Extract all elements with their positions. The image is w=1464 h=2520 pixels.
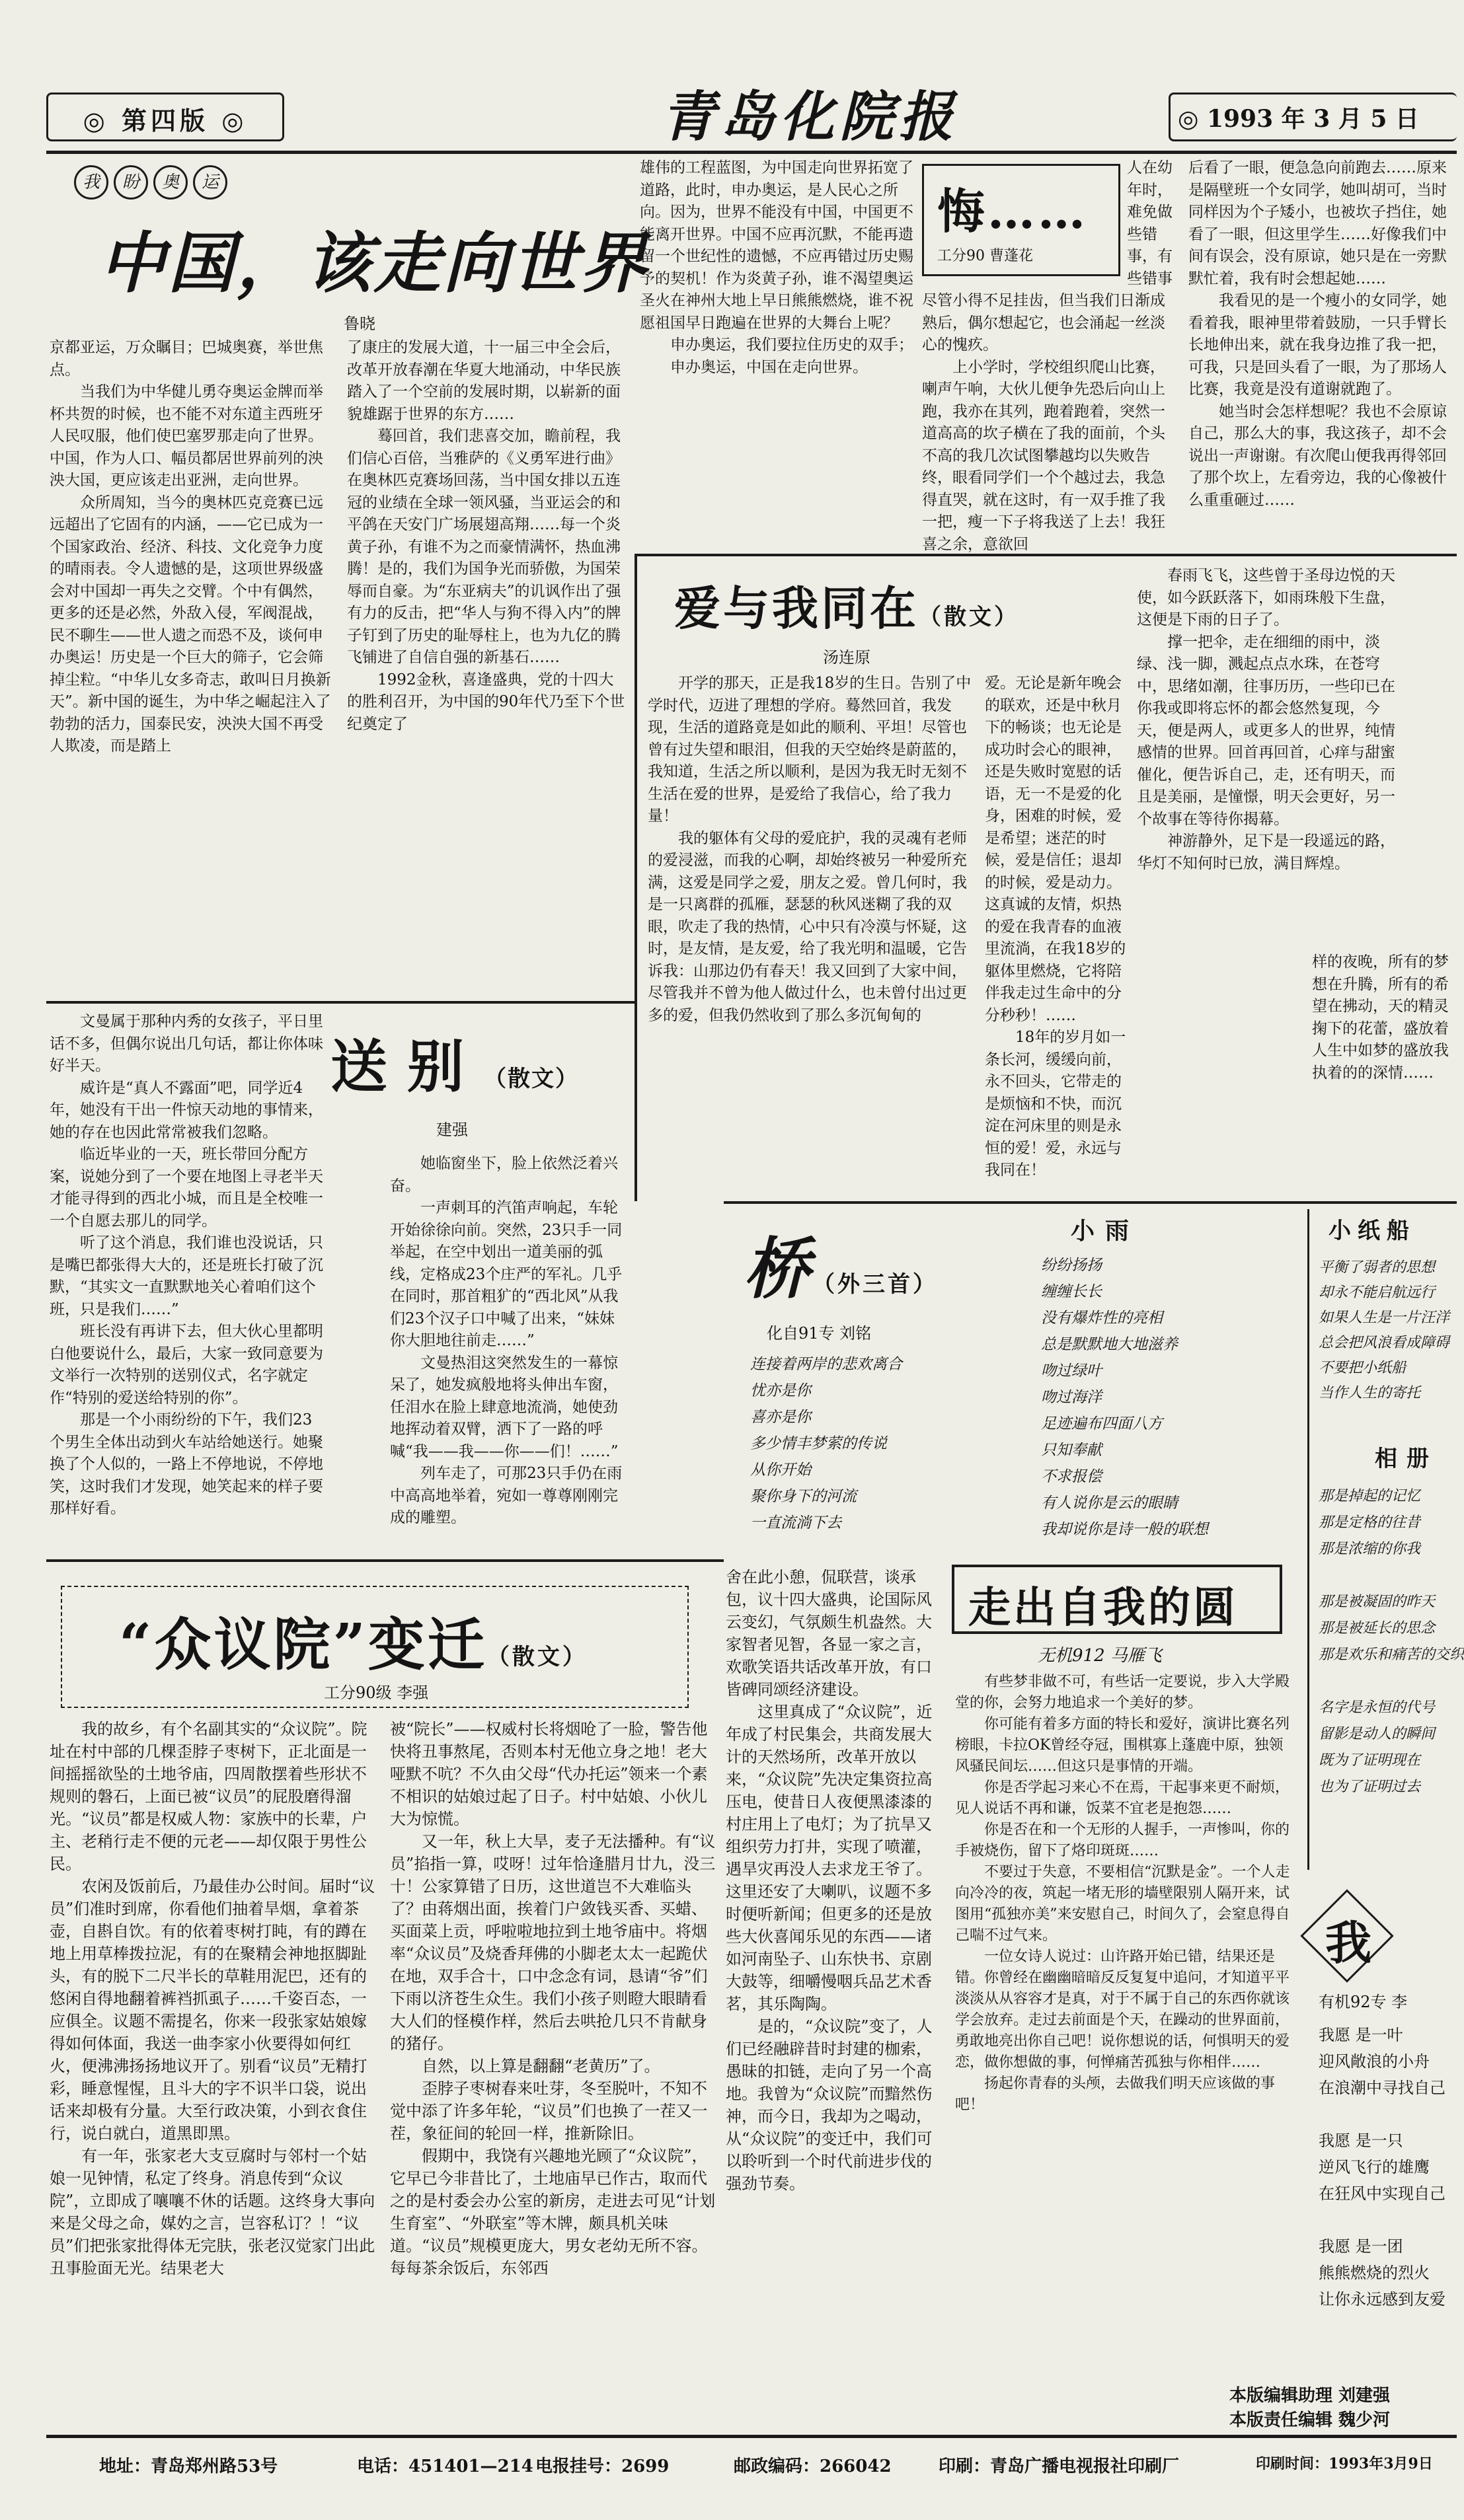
poem-rain <box>1041 1252 1305 1556</box>
kicker-char: 我 <box>74 165 108 200</box>
paragraph: 撑一把伞，走在细细的雨中，淡绿、浅一脚，溅起点点水珠，在苍穹中，思绪如潮，往事历历，一些印已在你我或即将忘怀的都会悠然复现，今天，便是两人，或更多人的世界，纯情感情的世界。回首再回首，心痒与甜蜜催化，便告诉自己，走，还有明天，而且是美丽，是憧憬，明天会更好，另一个故事在等待你揭幕。 <box>1137 633 1395 828</box>
article3-column-2 <box>985 673 1127 1201</box>
paragraph: 被“院长”——权威村长将烟呛了一脸，警告他快将丑事熬尾，否则本村无他立身之地！老大哑默不吭？不久由父母“代办托运”领来一个素不相识的姑娘过起了日子。村中姑娘、小伙儿大为惊慌。 <box>390 1720 708 1828</box>
paragraph: 申办奥运，中国在走向世界。 <box>670 358 868 376</box>
article7-author: 无机912 马雁飞 <box>1038 1646 1162 1666</box>
poem-line: 聚你身下的河流 <box>750 1488 857 1505</box>
poem-line: 总是默默地大地滋养 <box>1041 1336 1178 1353</box>
footer-phone: 电话：451401—214 <box>357 2457 533 2476</box>
footer-telegram: 电报挂号：2699 <box>535 2457 670 2476</box>
article2-column-2 <box>1188 157 1457 544</box>
poem-wish <box>1319 2022 1457 2379</box>
poem-line: 那是浓缩的你我 <box>1319 1541 1421 1557</box>
poem-line: 逆风飞行的雄鹰 <box>1319 2158 1430 2176</box>
paragraph: 18年的岁月如一条长河，缓缓向前，永不回头，它带走的是烦恼和不快，而沉淀在河床里的则是永恒的爱！爱，永远与我同在！ <box>985 1029 1126 1179</box>
article6-column-2 <box>390 1718 720 2428</box>
poem-line: 熊熊燃烧的烈火 <box>1319 2264 1430 2282</box>
poem-line: 不要把小纸船 <box>1319 1360 1406 1376</box>
article5-author: 化自91专 刘铭 <box>767 1324 872 1343</box>
page-label-text: 第四版 <box>121 106 209 135</box>
paragraph: 我的故乡，有个名副其实的“众议院”。院址在村中部的几棵歪脖子枣树下，正北面是一间摇摇欲坠的土地爷庙，四周散摆着些形状不规则的磐石，上面已被“议员”的屁股磨得溜光。“议员”都是权威人物：家族中的长辈，户主、老稍行走不便的元老——却仅限于男性公民。 <box>50 1720 367 1873</box>
footer-print-time: 印刷时间：1993年3月9日 <box>1256 2455 1433 2472</box>
paragraph: 开学的那天，正是我18岁的生日。告别了中学时代，迈进了理想的学府。蓦然回首，我发现，生活的道路竟是如此的顺利、平坦！尽管也曾有过失望和眼泪，但我的天空始终是蔚蓝的，我知道，生活之所以顺利，是因为我无时无刻不生活在爱的世界，是爱给了我信心，给了我力量！ <box>648 675 972 825</box>
poem-line: 连接着两岸的悲欢离合 <box>750 1356 902 1373</box>
poem-line: 喜亦是你 <box>750 1409 811 1426</box>
paragraph: 爱。无论是新年晚会的联欢，还是中秋月下的畅谈；也无论是成功时会心的眼神，还是失败时宽慰的话语，无一不是爱的化身，困难的时候，爱是希望；迷茫的时候，爱是信任；退却的时候，爱是动力。这真诚的友情，炽热的爱在我青春的血液里流淌，在我18岁的躯体里燃烧，它将陪伴我走过生命中的分分秒秒！…… <box>985 675 1126 1024</box>
paragraph: 班长没有再讲下去，但大伙心里都明白他要说什么，最后，大家一致同意要为文举行一次特别的送别仪式，名字就定作“特别的爱送给特别的你”。 <box>50 1323 323 1407</box>
article3-genre: （散文） <box>919 604 1019 630</box>
article3-column-3 <box>1137 565 1398 951</box>
poem-line: 纷纷扬扬 <box>1041 1257 1102 1274</box>
poem2-title: 小雨 <box>1071 1217 1140 1245</box>
article1-column-3 <box>640 157 914 544</box>
kicker-char: 奥 <box>153 165 188 200</box>
paragraph: 她临窗坐下，脸上依然泛着兴奋。 <box>390 1155 618 1195</box>
paragraph: 舍在此小憩，侃联营，谈承包，议十四大盛典，论国际风云变幻，气氛颇生机盎然。大家智者见智，各显一家之言，欢歌笑语共话改革开放，有口皆碑同颂经济建设。 <box>726 1568 932 1699</box>
poem-line: 如果人生是一片汪洋 <box>1319 1310 1450 1326</box>
article3-column-4 <box>1312 951 1457 1201</box>
article1-column-1 <box>50 337 334 998</box>
title-float-spacer <box>922 157 1127 279</box>
paragraph: 不要过于失意，不要相信“沉默是金”。一个人走向冷冷的夜，筑起一堵无形的墙壁限别人隔开来，试图用“孤独亦美”来安慰自己，时间久了，会窒息得自己喘不过气来。 <box>955 1864 1290 1944</box>
poem-line: 既为了证明现在 <box>1319 1752 1421 1769</box>
poem-line: 在狂风中实现自己 <box>1319 2184 1445 2203</box>
article7-title: 走出自我的圆 <box>968 1583 1238 1633</box>
poem-line: 从你开始 <box>750 1462 811 1479</box>
paragraph: 有些梦非做不可，有些话一定要说，步入大学殿堂的你，会努力地追求一个美好的梦。 <box>955 1674 1290 1711</box>
paragraph: 你是否在和一个无形的人握手，一声惨叫，你的手被烧伤，留下了烙印斑斑…… <box>955 1822 1290 1859</box>
article3-left-rule <box>635 554 637 1201</box>
paragraph: 假期中，我饶有兴趣地光顾了“众议院”，它早已今非昔比了，土地庙早已作古，取而代之的是村委会办公室的新房，走进去可见“计划生育室”、“外联室”等木牌，颇具机关味道。“议员”规模更庞大，男女老幼无所不容。每每茶余饭后，东邻西 <box>390 2147 716 2278</box>
poem-line: 让你永远感到友爱 <box>1319 2290 1445 2309</box>
article8-kicker-char: 我 <box>1325 1915 1374 1970</box>
poem-line: 吻过绿叶 <box>1041 1362 1102 1380</box>
paragraph: 农闲及饭前后，乃最佳办公时间。届时“议员”们准时到席，你看他们抽着旱烟，拿着茶壶，自斟自饮。有的依着枣树打盹，有的蹲在地上用草棒拨拉泥，有的在聚精会神地抠脚趾头，有的脱下二尺半长的草鞋用泥巴，还有的悠闲自得地翻着裤裆抓虱子……千姿百态，一应俱全。议题不需提名，你来一段张家姑娘嫁得如何体面，我送一曲李家小伙要得如何红火，便沸沸扬扬地议开了。别看“议员”无精打彩，睡意惺惺，且斗大的字不识半口袋，说出话来却极有分量。大至行政决策，小到衣食住行，说白就白，道黑即黑。 <box>50 1877 375 2143</box>
paragraph: 蓦回首，我们悲喜交加，瞻前程，我们信心百倍，当雅萨的《义勇军进行曲》在奥林匹克赛场回荡，当中国女排以五连冠的业绩在全球一领风骚，当亚运会的和平鸽在天安门广场展翅高翔……每一个炎黄子孙，有谁不为之而豪情满怀，热血沸腾！是的，我们为国争光而骄傲，为国荣辱而自豪。为“东亚病夫”的讥讽作出了强有力的反击，把“华人与狗不得入内”的牌子钉到了历史的耻辱柱上，也为九亿的腾飞铺进了自信自强的新基石…… <box>347 427 621 666</box>
paragraph: 春雨飞飞，这些曾于圣母边悦的天使，如今跃跃落下，如雨珠般下生盘，这便是下雨的日子了。 <box>1137 567 1395 628</box>
article3-column-1 <box>648 673 975 1201</box>
poem-line: 一直流淌下去 <box>750 1514 841 1532</box>
paragraph: 人在幼年时，难免做些错事，有些错事尽管小得不足挂齿，但当我们日渐成熟后，偶尔想起它，也会涌起一丝淡心的愧疚。 <box>922 159 1173 353</box>
poem-line: 平衡了弱者的思想 <box>1319 1259 1436 1276</box>
article3-title-text: 爱与我同在 <box>674 581 919 636</box>
article5-subtitle: （外三首） <box>812 1271 938 1298</box>
footer-printer: 印刷：青岛广播电视报社印刷厂 <box>939 2457 1180 2476</box>
paragraph: 她当时会怎样想呢？我也不会原谅自己，那么大的事，我这孩子，却不会说出一声谢谢。有次爬山便我再得邻回了那个坎上，左看旁边，我的心像被什么重重砸过…… <box>1188 402 1447 509</box>
article4-author: 建强 <box>436 1121 468 1139</box>
article6-column-1 <box>50 1718 380 2428</box>
article5-top-rule <box>724 1201 1457 1204</box>
poem-line: 总会把风浪看成障碍 <box>1319 1335 1450 1351</box>
article2-author: 工分90 曹蓬花 <box>937 248 1033 264</box>
poem3-divider <box>1307 1209 1309 1870</box>
poem-line: 那是被凝固的昨天 <box>1319 1594 1436 1610</box>
paragraph: 京都亚运，万众瞩目；巴城奥赛，举世焦点。 <box>50 339 323 379</box>
paragraph: 一位女诗人说过：山许路开始已错，结果还是错。你曾经在幽幽暗暗反反复复中追问，才知道平平淡淡从从容容才是真，对于不属于自己的东西你就该学会放弃。走过去前面是个天，在躁动的世界面前，勇敢地亮出你自己吧！说你想说的话，何惧明天的爱恋，做你想做的事，何惮痛苦孤独与你相伴…… <box>955 1948 1290 2071</box>
poem-line: 只知奉献 <box>1041 1442 1102 1459</box>
poem-line: 我却说你是诗一般的联想 <box>1041 1521 1208 1538</box>
poem-line: 忧亦是你 <box>750 1382 811 1399</box>
paragraph: 又一年，秋上大旱，麦子无法播种。有“议员”掐指一算，哎呀！过年恰逢腊月廿九，没三十！公家算错了日历，这世道岂不大难临头了？由蒋烟出面，挨着门户敛钱买香、买蜡、买面菜上贡，呼啦啦地拉到土地爷庙中。将烟率“众议员”及烧香拜佛的小脚老太太一起跪伏在地，双手合十，口中念念有词，恳请“爷”们下雨以济苍生众生。我们小孩子则瞪大眼睛看大人们的怪模作样，然后去哄抢几只不肯献身的猪仔。 <box>390 1832 716 2053</box>
paragraph: 扬起你青春的头颅，去做我们明天应该做的事吧！ <box>955 2075 1276 2113</box>
footer-address: 地址：青岛郑州路53号 <box>99 2457 278 2476</box>
article6-genre: （散文） <box>486 1644 588 1670</box>
footer-rule <box>46 2435 1457 2438</box>
poem-line: 那是掉起的记忆 <box>1319 1488 1421 1504</box>
article5-title <box>744 1216 938 1311</box>
article2-column-1 <box>922 157 1176 553</box>
article6-author: 工分90级 李强 <box>324 1684 429 1702</box>
article8-author: 有机92专 李 <box>1319 1993 1408 2011</box>
article6-title <box>119 1599 588 1681</box>
paragraph: 一声刺耳的汽笛声响起，车轮开始徐徐向前。突然，23只手一同举起，在空中划出一道美丽的弧线，定格成23个庄严的军礼。几乎在同时，那首粗犷的“西北风”从我们23个汉子口中喊了出来，“妹妹你大胆地往前走……” <box>390 1199 623 1349</box>
poem-line <box>1319 1668 1457 1695</box>
article1-title: 中国，该走向世界 <box>99 224 649 302</box>
article6-column-3 <box>726 1566 947 2428</box>
issue-date-text: 1993 年 3 月 5 日 <box>1206 105 1419 133</box>
paragraph: 样的夜晚，所有的梦想在升腾，所有的希望在拂动，天的精灵掬下的花蕾，盛放着人生中如梦的盛放我执着的的深情…… <box>1312 953 1449 1082</box>
poem-line: 我愿 是一只 <box>1319 2131 1403 2150</box>
poem-paper-boat <box>1319 1255 1457 1427</box>
paragraph: 列车走了，可那23只手仍在雨中高高地举着，宛如一尊尊刚刚完成的雕塑。 <box>390 1465 623 1526</box>
issue-date: ◎ 1993 年 3 月 5 日 <box>1178 105 1419 133</box>
masthead-rule <box>46 151 1457 154</box>
poem-line: 没有爆炸性的亮相 <box>1041 1310 1163 1327</box>
paragraph: 那是一个小雨纷纷的下午，我们23个男生全体出动到火车站给她送行。她聚换了个人似的，一路上不停地说，不停地笑，这时我们才发现，她笑起来的样子要那样好看。 <box>50 1411 323 1517</box>
poem-album <box>1319 1483 1464 1873</box>
poem-line: 多少情丰梦萦的传说 <box>750 1435 887 1452</box>
editor-credit-chief: 本版责任编辑 魏少河 <box>1229 2410 1391 2430</box>
page-label: ◎ 第四版 ◎ <box>83 106 248 135</box>
kicker-char: 盼 <box>114 165 148 200</box>
paper-name: 青岛化院报 <box>661 85 958 149</box>
paragraph: 你可能有着多方面的特长和爱好，演讲比赛名列榜眼，卡拉OK曾经夺冠，围棋寡上蓬鹿中原，独领风骚民间坛……但这只是事情的开端。 <box>955 1716 1290 1775</box>
poem4-title: 相册 <box>1375 1446 1438 1472</box>
poem-line: 那是欢乐和痛苦的交织 <box>1319 1647 1464 1663</box>
poem-line: 那是被延长的思念 <box>1319 1620 1436 1637</box>
paragraph: 神游静外，足下是一段遥远的路，华灯不知何时已放，满目辉煌。 <box>1137 833 1395 872</box>
paragraph: 歪脖子枣树春来吐芽，冬至脱叶，不知不觉中添了许多年轮，“议员”们也换了一茬又一茬，象征间的轮回一样，推新除旧。 <box>390 2079 708 2143</box>
article1-column-2 <box>347 337 628 998</box>
poem-line: 足迹遍布四面八方 <box>1041 1415 1163 1432</box>
article4-genre: （散文） <box>484 1066 579 1092</box>
article6-title-text: “众议院”变迁 <box>119 1612 487 1678</box>
paragraph: 听了这个消息，我们谁也没说话，只是嘴巴都张得大大的，还是班长打破了沉默，“其实文一直默默地关心着咱们这个班，只是我们……” <box>50 1234 323 1318</box>
paragraph: 我的躯体有父母的爱庇护，我的灵魂有老师的爱浸滋，而我的心啊，却始终被另一种爱所充满，这爱是同学之爱，朋友之爱。曾几何时，我是一只离群的孤雁，瑟瑟的秋风迷糊了我的双眼，吹走了我的热情，心中只有冷漠与怀疑，这时，是友情，是友爱，给了我光明和温暖，它告诉我：山那边仍有春天！我又回到了大家中间，尽管我并不曾为他人做过什么，也未曾付出过更多的爱，但我仍然收到了那么多沉甸甸的 <box>648 829 967 1024</box>
paragraph: 1992金秋，喜逢盛典，党的十四大的胜利召开，为中国的90年代乃至下个世纪奠定了 <box>347 671 625 733</box>
poem-line <box>1319 1563 1457 1589</box>
article1-author: 鲁晓 <box>344 315 375 333</box>
poem-line <box>1319 2101 1457 2128</box>
paragraph: 雄伟的工程蓝图，为中国走向世界拓宽了道路，此时，申办奥运，是人民心之所向。因为，世界不能没有中国，中国更不能离开世界。中国不应再沉默，不能再遗留一个世纪性的遗憾，不应再错过历史赐予的契机！作为炎黄子孙，谁不渴望奥运圣火在神州大地上早日熊熊燃烧，谁不祝愿祖国早日跑遍在世界的大舞台上呢？ <box>640 159 913 332</box>
article7-column <box>955 1672 1292 2379</box>
poem-line: 我愿 是一团 <box>1319 2237 1403 2256</box>
paragraph: 有一年，张家老大支豆腐时与邻村一个姑娘一见钟情，私定了终身。消息传到“众议院”，立即成了嚷嚷不休的话题。这终身大事向来是父母之命，媒妁之言，岂容私订？！“议员”们把张家批得体无完肤，张老汉觉家门出此丑事脸面无光。结果老大 <box>50 2147 375 2278</box>
paragraph: 我看见的是一个瘦小的女同学，她看着我，眼神里带着鼓励，一只手臂长长地伸出来，就在我身边推了我一把，可我，只是回头看了一眼，为了那场人比赛，我竟是没有道谢就跑了。 <box>1188 292 1447 398</box>
poem-line: 不求报偿 <box>1041 1468 1102 1485</box>
paragraph: 是的，“众议院”变了，人们已经融辟昔时封建的枷索，愚昧的扣链，走向了另一个高地。我曾为“众议院”而黯然伤神，而今日，我却为之喝动，从“众议院”的变迁中，我们可以聆听到一个时代前进步伐的强劲节奏。 <box>726 2017 933 2193</box>
article1-kicker <box>74 165 233 200</box>
paragraph: 文曼热泪这突然发生的一幕惊呆了，她发疯般地将头伸出车窗，任泪水在脸上肆意地流淌，她使劲地挥动着双臂，洒下了一路的呼喊“我——我——你——们！……” <box>390 1354 619 1460</box>
poem-line: 那是定格的往昔 <box>1319 1514 1421 1531</box>
poem-line <box>1319 2207 1457 2233</box>
poem-line: 缠缠长长 <box>1041 1283 1102 1300</box>
footer-postcode: 邮政编码：266042 <box>734 2457 892 2476</box>
paragraph: 众所周知，当今的奥林匹克竞赛已远远超出了它固有的内涵，——它已成为一个国家政治、经济、科技、文化竞争力度的晴雨表。令人遗憾的是，这项世界级盛会对中国却一再失之交臂。个中有偶然，更多的还是必然，外敌入侵，军阀混战，民不聊生——世人遗之而恐不及，谈何申办奥运！历史是一个巨大的筛子，它会筛掉尘粒。“中华儿女多奇志，敢叫日月换新天”。新中国的诞生，为中华之崛起注入了勃勃的活力，国泰民安，泱泱大国不再受人欺凌，而是踏上 <box>50 494 331 755</box>
paragraph: 后看了一眼，便急急向前跑去……原来是隔壁班一个女同学，她叫胡可，当时同样因为个子矮小，也被坎子挡住，她看了一眼，但这里学生……好像我们中间有误会，没有原谅，她只是在一旁默默忙着，我有时会想起她…… <box>1188 159 1447 287</box>
article3-top-rule <box>635 554 1457 556</box>
poem-line: 在浪潮中寻找自己 <box>1319 2079 1445 2097</box>
article6-top-rule <box>46 1559 724 1562</box>
kicker-char: 运 <box>193 165 227 200</box>
poem-line: 名字是永恒的代号 <box>1319 1699 1436 1716</box>
paragraph: 自然，以上算是翻翻“老黄历”了。 <box>422 2057 660 2075</box>
paragraph: 当我们为中华健儿勇夺奥运金牌而举杯共贺的时候，也不能不对东道主西班牙人民叹服，他们使巴塞罗那走向了世界。中国，作为人口、幅员都居世界前列的泱泱大国，更应该走出亚洲，走向世界。 <box>50 383 323 489</box>
poem-line: 却永不能启航远行 <box>1319 1284 1436 1301</box>
paragraph: 威许是“真人不露面”吧，同学近4年，她没有干出一件惊天动地的事情来，她的存在也因此常常被我们忽略。 <box>50 1079 323 1141</box>
article4-top-rule <box>46 1001 635 1004</box>
paragraph: 这里真成了“众议院”，近年成了村民集会，共商发展大计的天然场所，改革开放以来，“众议院”先决定集资拉高压电，使昔日人夜便黑漆漆的村庄用上了电灯；为了抗旱又组织劳力打井，实现了喷灌，遇旱灾再没人去求龙王爷了。这里还安了大喇叭，议题不多时便听新闻；但更多的还是放些大伙喜闻乐见的东西——诸如河南坠子、山东快书、京剧大鼓等，细嚼慢咽兵品艺术香茗，其乐陶陶。 <box>726 1703 933 2013</box>
article3-author: 汤连原 <box>823 648 870 667</box>
poem-line: 当作人生的寄托 <box>1319 1385 1421 1401</box>
poem-line: 吻过海洋 <box>1041 1389 1102 1406</box>
paragraph: 临近毕业的一天，班长带回分配方案，说她分到了一个要在地图上寻老半天才能寻得到的西北小城，而且是全校唯一一个自愿去那儿的同学。 <box>50 1146 323 1230</box>
poem-line: 迎风敞浪的小舟 <box>1319 2052 1430 2071</box>
article4-title-text: 送别 <box>330 1033 484 1100</box>
article3-title <box>674 572 1019 638</box>
poem-line: 有人说你是云的眼睛 <box>1041 1495 1178 1512</box>
article5-title-text: 桥 <box>744 1230 812 1308</box>
paragraph: 你是否学起习来心不在焉，干起事来更不耐烦，见人说话不再和谦，饭菜不宜老是抱怨…… <box>955 1779 1290 1817</box>
paragraph: 申办奥运，我们要拉住历史的双手； <box>670 336 913 353</box>
article4-right-column <box>390 1153 628 1553</box>
poem-line: 留影是动人的瞬间 <box>1319 1726 1436 1742</box>
article2-title: 悔…… <box>937 183 1089 239</box>
editor-credit-assistant: 本版编辑助理 刘建强 <box>1229 2386 1391 2406</box>
poem-line: 我愿 是一叶 <box>1319 2026 1403 2044</box>
poem-line: 也为了证明过去 <box>1319 1779 1421 1795</box>
paragraph: 上小学时，学校组织爬山比赛，喇声午响，大伙儿便争先恐后向山上跑，我亦在其列，跑着跑着，突然一道高高的坎子横在了我的面前，个头不高的我几次试图攀越均以失败告终，眼看同学们一个个越过去，我急得直哭，就在这时，有一双手推了我一把，瘦一下子将我送了上去！我狂喜之余，意欲回 <box>922 358 1165 553</box>
poem3-title: 小纸船 <box>1329 1218 1416 1244</box>
article4-intro-column <box>50 1011 327 1553</box>
article4-title <box>330 1021 579 1103</box>
paragraph: 了康庄的发展大道，十一届三中全会后，改革开放春潮在华夏大地涌动，中华民族踏入了一个空前的发展时期，以崭新的面貌雄踞于世界的东方…… <box>347 339 621 423</box>
poem-bridge <box>750 1351 1001 1556</box>
paragraph: 文曼属于那种内秀的女孩子，平日里话不多，但偶尔说出几句话，都让你体味好半天。 <box>50 1013 323 1074</box>
